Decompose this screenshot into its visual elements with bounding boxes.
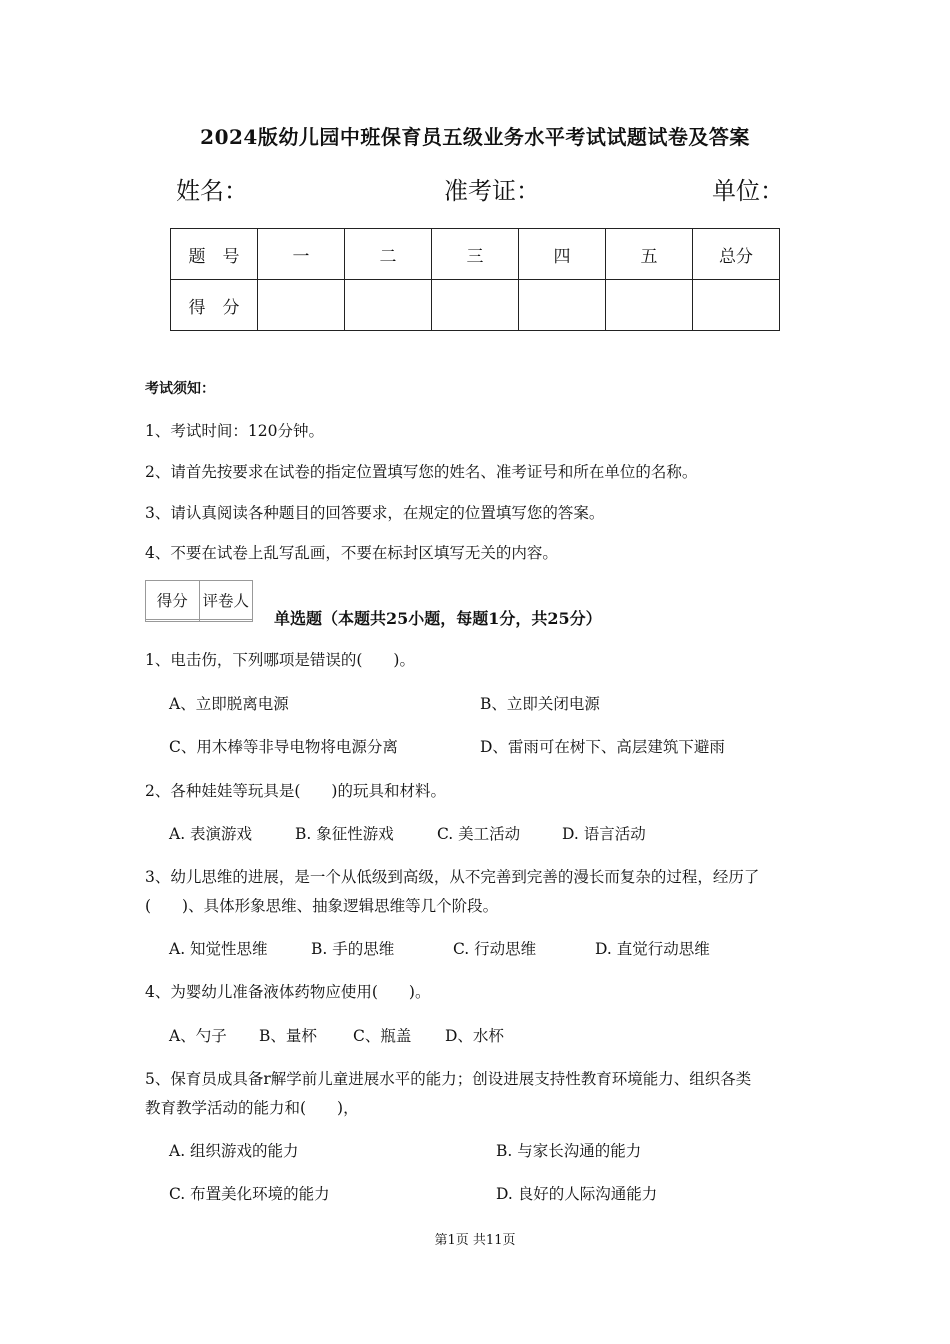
question-stem: 2、各种娃娃等玩具是( )的玩具和材料。	[145, 782, 446, 800]
score-cell-total: 总分	[693, 229, 780, 280]
question-option[interactable]: B、立即关闭电源	[480, 695, 600, 713]
question-stem-continued: ( )、具体形象思维、抽象逻辑思维等几个阶段。	[145, 897, 499, 915]
question-option[interactable]: A. 组织游戏的能力	[169, 1142, 299, 1160]
unit-field-label: 单位：	[712, 177, 784, 205]
score-input-1[interactable]	[258, 280, 345, 331]
score-input-3[interactable]	[432, 280, 519, 331]
question-stem-continued: 教育教学活动的能力和( )，	[145, 1099, 359, 1117]
section-title: 单选题（本题共25小题，每题1分，共25分）	[274, 609, 602, 628]
score-cell-label: 题 号	[171, 229, 258, 280]
question-option[interactable]: C. 行动思维	[453, 940, 537, 958]
score-cell-1: 一	[258, 229, 345, 280]
notice-item: 2、请首先按要求在试卷的指定位置填写您的姓名、准考证号和所在单位的名称。	[145, 463, 698, 481]
grader-box	[145, 580, 253, 622]
question-option[interactable]: C、瓶盖	[353, 1027, 412, 1045]
grader-name-label: 评卷人	[199, 581, 253, 620]
score-input-4[interactable]	[519, 280, 606, 331]
score-table-header-row	[171, 229, 780, 280]
question-option[interactable]: C、用木棒等非导电物将电源分离	[169, 738, 398, 756]
name-field-label: 姓名：	[176, 177, 248, 205]
question-stem: 1、电击伤，下列哪项是错误的( )。	[145, 651, 415, 669]
page-footer: 第1页 共11页	[434, 1233, 516, 1248]
question-option[interactable]: A. 知觉性思维	[169, 940, 268, 958]
question-stem: 5、保育员成具备r解学前儿童进展水平的能力；创设进展支持性教育环境能力、组织各类	[145, 1070, 752, 1088]
question-option[interactable]: B. 象征性游戏	[295, 825, 394, 843]
score-cell-4: 四	[519, 229, 606, 280]
question-option[interactable]: C. 布置美化环境的能力	[169, 1185, 330, 1203]
notice-item: 3、请认真阅读各种题目的回答要求，在规定的位置填写您的答案。	[145, 504, 605, 522]
exam-id-field-label: 准考证：	[444, 177, 540, 205]
notice-item: 4、不要在试卷上乱写乱画，不要在标封区填写无关的内容。	[145, 544, 558, 562]
question-option[interactable]: D. 语言活动	[562, 825, 646, 843]
grader-name-input[interactable]	[199, 620, 253, 622]
question-option[interactable]: D. 良好的人际沟通能力	[496, 1185, 658, 1203]
document-title: 2024版幼儿园中班保育员五级业务水平考试试题试卷及答案	[200, 125, 750, 149]
question-option[interactable]: A、立即脱离电源	[169, 695, 289, 713]
score-cell-2: 二	[345, 229, 432, 280]
score-row-label: 得 分	[171, 280, 258, 331]
question-option[interactable]: A. 表演游戏	[169, 825, 253, 843]
question-option[interactable]: C. 美工活动	[437, 825, 521, 843]
score-input-2[interactable]	[345, 280, 432, 331]
score-table	[170, 228, 780, 331]
score-input-5[interactable]	[606, 280, 693, 331]
question-option[interactable]: B. 手的思维	[311, 940, 395, 958]
question-option[interactable]: D、水杯	[445, 1027, 504, 1045]
grader-score-input[interactable]	[146, 620, 200, 622]
score-cell-5: 五	[606, 229, 693, 280]
notice-heading: 考试须知：	[145, 381, 215, 397]
question-option[interactable]: D、雷雨可在树下、高层建筑下避雨	[480, 738, 725, 756]
score-table-score-row	[171, 280, 780, 331]
question-option[interactable]: B. 与家长沟通的能力	[496, 1142, 642, 1160]
question-option[interactable]: D. 直觉行动思维	[595, 940, 710, 958]
question-option[interactable]: A、勺子	[169, 1027, 227, 1045]
score-cell-3: 三	[432, 229, 519, 280]
question-stem: 4、为婴幼儿准备液体药物应使用( )。	[145, 983, 431, 1001]
question-option[interactable]: B、量杯	[259, 1027, 317, 1045]
notice-item: 1、考试时间：120分钟。	[145, 422, 324, 440]
grader-score-label: 得分	[146, 581, 200, 620]
question-stem: 3、幼儿思维的进展，是一个从低级到高级，从不完善到完善的漫长而复杂的过程，经历了	[145, 868, 760, 886]
score-input-total[interactable]	[693, 280, 780, 331]
